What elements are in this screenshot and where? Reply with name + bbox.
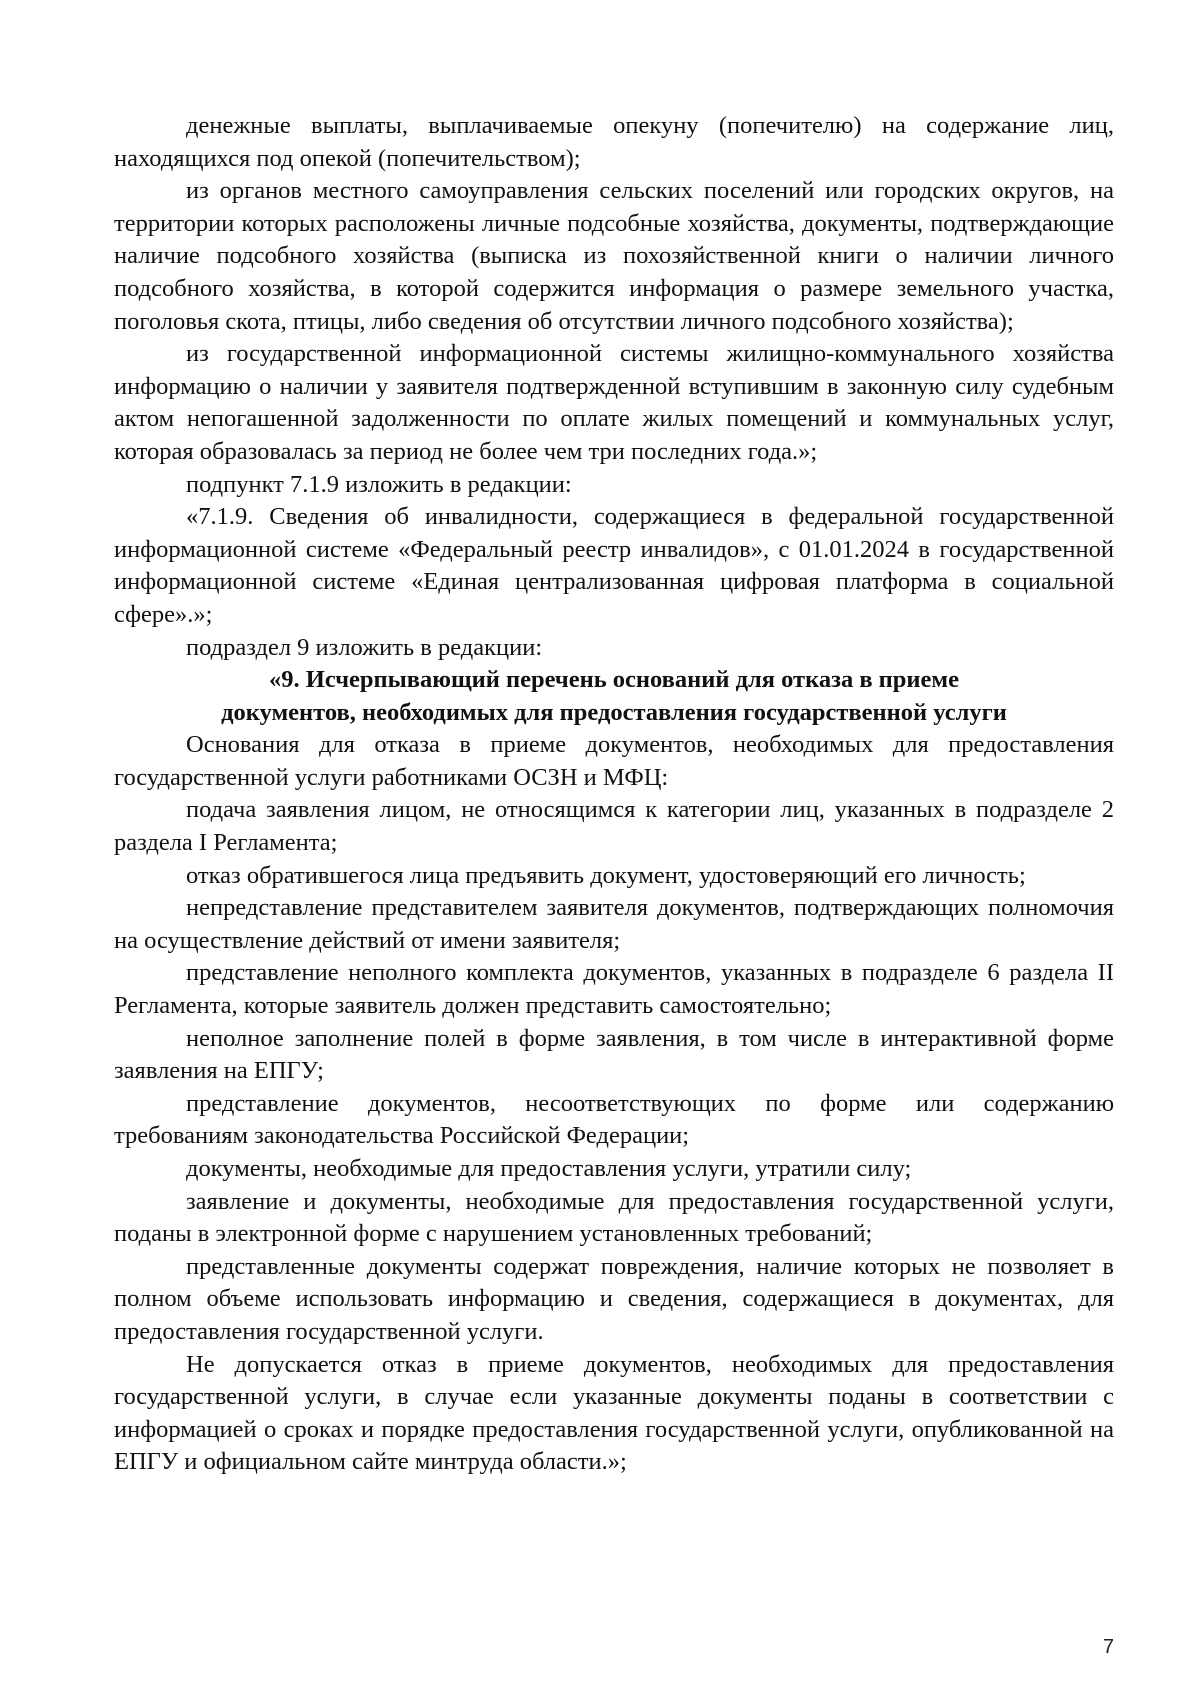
paragraph-ground-no-authority: непредставление представителем заявителя документов, подтверждающих полномочия на осуществление действий от имени заявителя; (114, 894, 1114, 954)
paragraph-ground-damaged-docs: представленные документы содержат повреждения, наличие которых не позволяет в полном объеме использовать информацию и сведения, содержащиеся в документах, для предоставления государственной услуги. (114, 1252, 1114, 1345)
paragraph-ground-expired-docs: документы, необходимые для предоставления услуги, утратили силу; (186, 1155, 912, 1182)
paragraph-ground-incomplete-form: неполное заполнение полей в форме заявления, в том числе в интерактивной форме заявления на ЕПГУ; (114, 1024, 1114, 1085)
paragraph-subclause-7-1-9-intro: подпункт 7.1.9 изложить в редакции: (186, 470, 572, 498)
page-number: 7 (1102, 1636, 1114, 1658)
paragraph-refusal-not-allowed: Не допускается отказ в приеме документов, необходимых для предоставления государственной услуги, в случае если указанные документы поданы в соответствии с информацией о сроках и порядке предоставления государственной услуги, опубликованной на ЕПГУ и официальном сайте минтруда области.»; (114, 1350, 1114, 1476)
paragraph-refusal-grounds-intro: Основания для отказа в приеме документов, необходимых для предоставления государственной услуги работниками ОСЗН и МФЦ: (114, 731, 1114, 791)
paragraph-ground-electronic-violation: заявление и документы, необходимые для предоставления государственной услуги, поданы в электронной форме с нарушением установленных требований; (114, 1187, 1114, 1248)
paragraph-subsection-9-intro: подраздел 9 изложить в редакции: (186, 633, 543, 661)
paragraph-guardian-payments: денежные выплаты, выплачиваемые опекуну (попечителю) на содержание лиц, находящихся под опекой (попечительством); (114, 112, 1114, 172)
paragraph-ground-incomplete-set: представление неполного комплекта документов, указанных в подразделе 6 раздела II Регламента, которые заявитель должен представить самостоятельно; (114, 959, 1114, 1020)
section-heading (114, 664, 1114, 729)
paragraph-housing-debt-info: из государственной информационной системы жилищно-коммунального хозяйства информацию о наличии у заявителя подтвержденной вступившим в законную силу судебным актом непогашенной задолженности по оплате жилых помещений и коммунальных услуг, которая образовалась за период не более чем три последних года.»; (114, 340, 1114, 465)
section-heading-line-2: документов, необходимых для предоставления государственной услуги (221, 698, 1007, 726)
document-body (114, 110, 1114, 1479)
section-heading-line-1: «9. Исчерпывающий перечень оснований для отказа в приеме (269, 666, 959, 694)
paragraph-ground-no-identity: отказ обратившегося лица предъявить документ, удостоверяющий его личность; (186, 861, 1026, 889)
paragraph-subclause-7-1-9: «7.1.9. Сведения об инвалидности, содержащиеся в федеральной государственной информационной системе «Федеральный реестр инвалидов», с 01.01.2024 в государственной информационной системе «Единая централизованная цифровая платформа в социальной сфере».»; (114, 503, 1114, 628)
paragraph-ground-noncompliant-docs: представление документов, несоответствующих по форме или содержанию требованиям законодательства Российской Федерации; (114, 1089, 1114, 1150)
paragraph-household-documents: из органов местного самоуправления сельских поселений или городских округов, на территории которых расположены личные подсобные хозяйства, документы, подтверждающие наличие подсобного хозяйства (выписка из похозяйственной книги о наличии личного подсобного хозяйства, в которой содержится информация о размере земельного участка, поголовья скота, птицы, либо сведения об отсутствии личного подсобного хозяйства); (114, 177, 1114, 335)
paragraph-ground-wrong-category: подача заявления лицом, не относящимся к категории лиц, указанных в подразделе 2 раздела I Регламента; (114, 796, 1114, 857)
